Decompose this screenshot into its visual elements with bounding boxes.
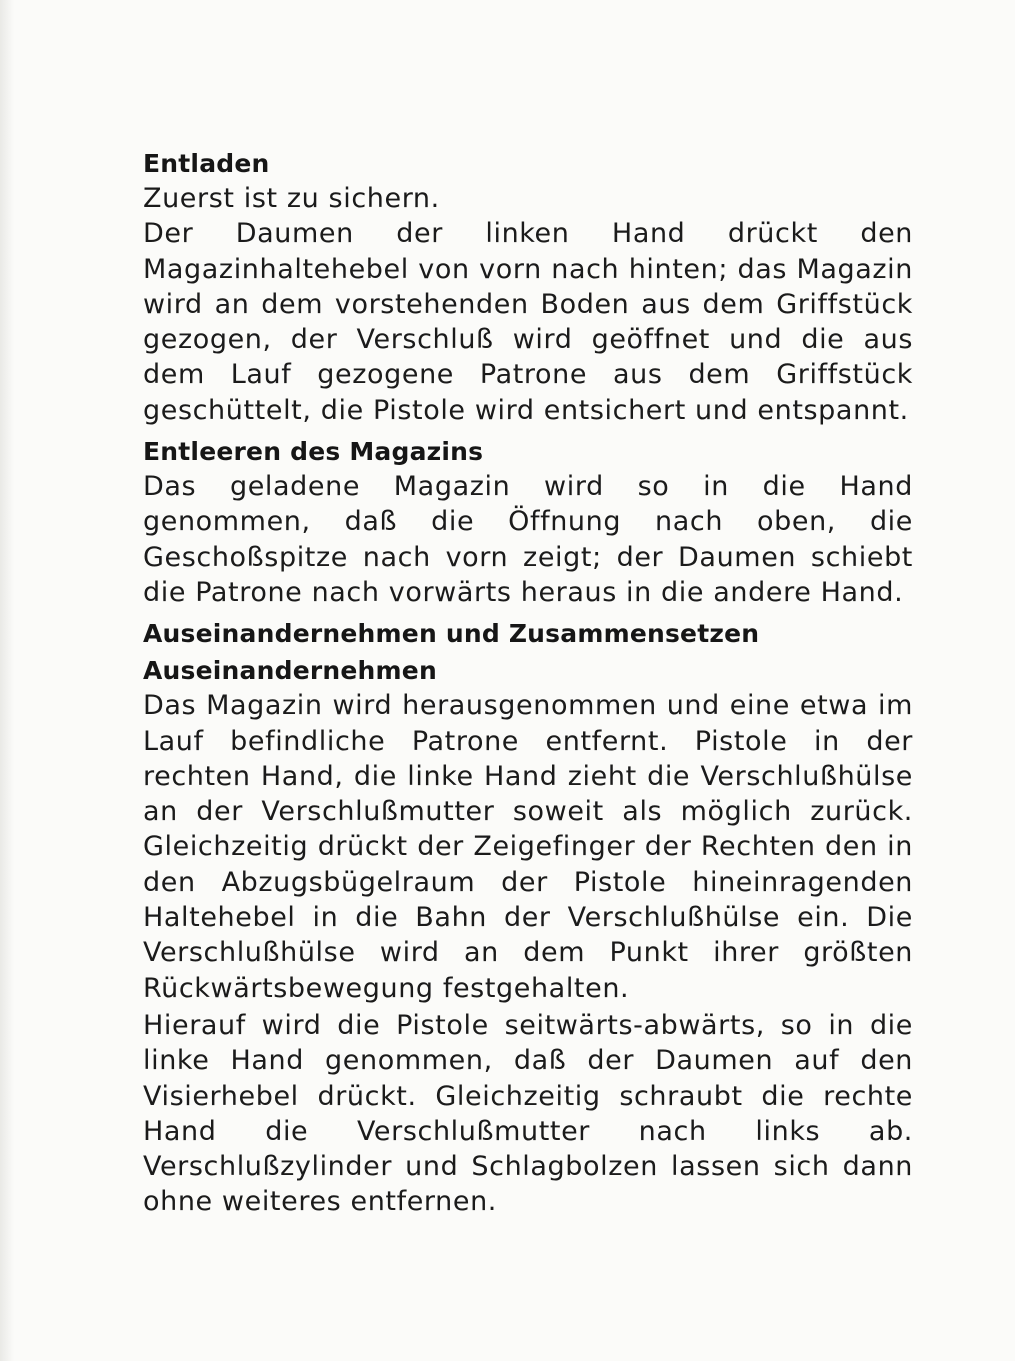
subheading-auseinandernehmen: Auseinandernehmen bbox=[143, 656, 437, 686]
auseinandernehmen-paragraph-1: Das Magazin wird herausgenommen und eine etwa im Lauf befindliche Patrone entfernt. Pistole in der rechten Hand, die linke Hand zieht die Verschlußhülse an der Verschlußmutter soweit als möglich zurück. Gleichzeitig drückt der Zeigefinger der Rechten den in den Abzugsbügelraum der Pistole hineinragenden Haltehebel in die Bahn der Verschlußhülse ein. Die Verschlußhülse wird an dem Punkt ihrer größten Rückwärtsbewegung festgehalten. bbox=[143, 690, 913, 1004]
text-column bbox=[143, 146, 913, 1220]
scan-edge-shadow bbox=[0, 0, 14, 1361]
entladen-paragraph: Der Daumen der linken Hand drückt den Magazinhaltehebel von vorn nach hinten; das Magazin wird an dem vorstehenden Boden aus dem Griffstück gezogen, der Verschluß wird geöffnet und die aus dem Lauf gezogene Patrone aus dem Griffstück geschüttelt, die Pistole wird entsichert und entspannt. bbox=[143, 218, 913, 426]
entleeren-paragraph: Das geladene Magazin wird so in die Hand genommen, daß die Öffnung nach oben, die Geschoßspitze nach vorn zeigt; der Daumen schiebt die Patrone nach vorwärts heraus in die andere Hand. bbox=[143, 471, 913, 608]
auseinandernehmen-paragraph-2: Hierauf wird die Pistole seitwärts-abwärts, so in die linke Hand genommen, daß der Daumen auf den Visierhebel drückt. Gleichzeitig schraubt die rechte Hand die Verschlußmutter nach links ab. Verschlußzylinder und Schlagbolzen lassen sich dann ohne weiteres entfernen. bbox=[143, 1009, 913, 1218]
heading-auseinandernehmen-und-zusammensetzen: Auseinandernehmen und Zusammensetzen bbox=[143, 619, 760, 649]
entladen-first-line: Zuerst ist zu sichern. bbox=[143, 183, 440, 214]
heading-entleeren-des-magazins: Entleeren des Magazins bbox=[143, 437, 484, 467]
heading-entladen: Entladen bbox=[143, 149, 270, 178]
